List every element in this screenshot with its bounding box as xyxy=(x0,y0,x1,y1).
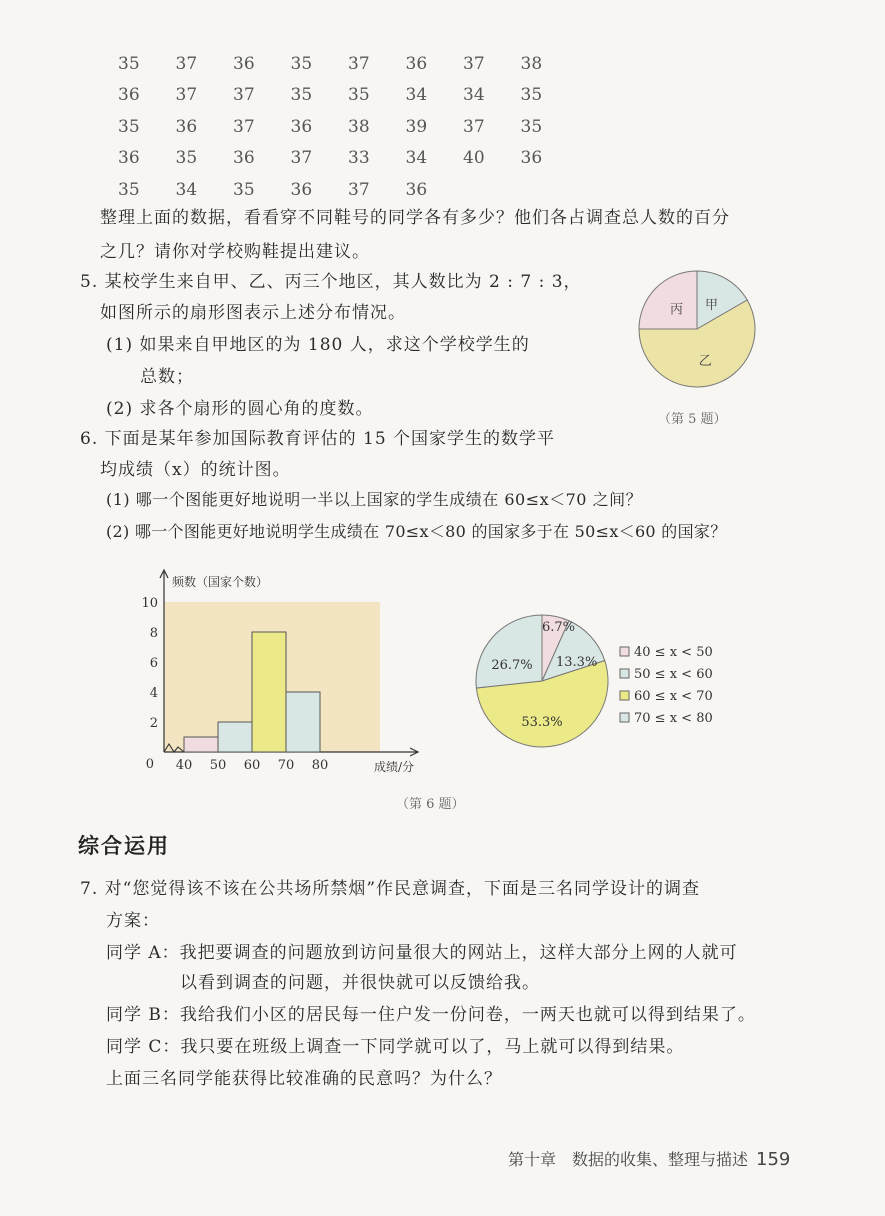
shoe-size-cell: 33 xyxy=(348,148,370,169)
page-footer xyxy=(508,1147,790,1170)
shoe-size-cell: 37 xyxy=(175,53,198,74)
x-tick-label: 80 xyxy=(311,758,329,773)
legend-swatch xyxy=(620,669,629,678)
y-axis-label: 频数（国家个数） xyxy=(172,575,269,589)
pie6-percent-label: 13.3% xyxy=(556,655,598,670)
shoe-size-cell: 35 xyxy=(348,85,370,106)
pie6-percent-label: 26.7% xyxy=(491,658,533,673)
shoe-row xyxy=(118,111,588,143)
shoe-row xyxy=(118,143,588,175)
shoe-size-cell: 36 xyxy=(118,148,140,169)
x-tick-label: 40 xyxy=(175,758,193,773)
shoe-size-cell: 35 xyxy=(290,53,313,74)
shoe-size-cell: 35 xyxy=(175,148,198,169)
y-tick-label: 4 xyxy=(149,686,158,701)
q6-histogram xyxy=(138,566,438,782)
shoe-size-cell: 36 xyxy=(233,148,255,169)
shoe-size-cell: 36 xyxy=(405,53,428,74)
shoe-size-cell: 37 xyxy=(233,116,255,137)
legend-label: 70 ≤ x < 80 xyxy=(634,711,713,726)
shoe-size-cell: 35 xyxy=(118,179,140,200)
shoe-size-cell: 37 xyxy=(348,179,370,200)
x-tick-label: 50 xyxy=(209,758,227,773)
shoe-size-cell: 35 xyxy=(520,85,543,106)
legend-label: 60 ≤ x < 70 xyxy=(634,689,713,704)
pie6-slice xyxy=(476,615,542,688)
shoe-size-cell: 36 xyxy=(118,85,140,106)
x-tick-label: 70 xyxy=(277,758,295,773)
q7-line2: 方案： xyxy=(106,911,160,931)
q7-line1: 7. 对“您觉得该不该在公共场所禁烟”作民意调查，下面是三名同学设计的调查 xyxy=(80,879,701,899)
section-title: 综合运用 xyxy=(78,834,170,858)
q6-pie-chart xyxy=(470,606,730,766)
q6-line1: 6. 下面是某年参加国际教育评估的 15 个国家学生的数学平 xyxy=(80,429,556,449)
q7-student-a-1: 同学 A：我把要调查的问题放到访问量很大的网站上，这样大部分上网的人就可 xyxy=(106,943,738,963)
histogram-bar xyxy=(252,632,286,752)
y-tick-label: 6 xyxy=(149,656,158,671)
shoe-size-cell: 35 xyxy=(233,179,255,200)
y-tick-label: 8 xyxy=(149,626,158,641)
pie5-slice xyxy=(639,271,697,329)
q6-sub2: (2) 哪一个图能更好地说明学生成绩在 70≤x＜80 的国家多于在 50≤x＜60 的国家？ xyxy=(106,522,727,541)
q5-line2: 如图所示的扇形图表示上述分布情况。 xyxy=(100,303,406,323)
q4-line2: 之几？请你对学校购鞋提出建议。 xyxy=(100,242,370,262)
pie6-percent-label: 53.3% xyxy=(521,715,563,730)
pie5-label: 乙 xyxy=(698,353,712,369)
q6-sub1: (1) 哪一个图能更好地说明一半以上国家的学生成绩在 60≤x＜70 之间？ xyxy=(106,490,643,509)
shoe-size-cell: 35 xyxy=(118,116,140,137)
shoe-size-cell: 35 xyxy=(290,85,313,106)
shoe-size-cell: 37 xyxy=(290,148,313,169)
shoe-size-cell: 36 xyxy=(290,179,313,200)
shoe-size-cell: 36 xyxy=(233,53,255,74)
q5-caption: （第 5 题） xyxy=(658,412,727,427)
legend-swatch xyxy=(620,647,629,656)
shoe-size-cell: 36 xyxy=(175,116,198,137)
shoe-size-cell: 38 xyxy=(520,53,543,74)
shoe-size-cell: 38 xyxy=(348,116,370,137)
shoe-size-cell: 34 xyxy=(463,85,485,106)
legend-label: 50 ≤ x < 60 xyxy=(634,667,713,682)
histogram-bar xyxy=(184,737,218,752)
shoe-size-cell: 37 xyxy=(348,53,370,74)
shoe-size-cell: 35 xyxy=(520,116,543,137)
y-tick-label: 2 xyxy=(149,716,158,731)
q6-line2: 均成绩（x）的统计图。 xyxy=(100,460,291,480)
pie6-percent-label: 6.7% xyxy=(542,620,576,635)
pie5-label: 甲 xyxy=(704,297,719,313)
q5-sub1b: 总数； xyxy=(140,367,194,387)
histogram-bar xyxy=(286,692,320,752)
q5-line1: 5. 某校学生来自甲、乙、丙三个地区，其人数比为 2 : 7 : 3， xyxy=(80,272,582,292)
q6-caption: （第 6 题） xyxy=(396,797,465,812)
x-tick-label: 60 xyxy=(243,758,261,773)
chapter-title: 第十章 数据的收集、整理与描述 xyxy=(508,1150,749,1169)
q7-student-c: 同学 C：我只要在班级上调查一下同学就可以了，马上就可以得到结果。 xyxy=(106,1037,685,1057)
q5-pie-chart xyxy=(632,266,762,396)
shoe-size-cell: 37 xyxy=(233,85,255,106)
shoe-size-cell: 36 xyxy=(520,148,543,169)
shoe-size-cell: 37 xyxy=(463,116,485,137)
q7-student-a-2: 以看到调查的问题，并很快就可以反馈给我。 xyxy=(180,973,540,993)
y-tick-label: 0 xyxy=(145,757,154,772)
shoe-size-table xyxy=(118,48,588,206)
q7-question: 上面三名同学能获得比较准确的民意吗？为什么？ xyxy=(106,1069,502,1089)
shoe-size-cell: 40 xyxy=(463,148,485,169)
shoe-size-cell: 34 xyxy=(405,148,428,169)
shoe-size-cell: 37 xyxy=(175,85,198,106)
shoe-size-cell: 36 xyxy=(290,116,313,137)
page-number: 159 xyxy=(756,1149,791,1170)
shoe-row xyxy=(118,80,588,112)
histogram-bar xyxy=(218,722,252,752)
q5-sub2: (2) 求各个扇形的圆心角的度数。 xyxy=(106,399,374,419)
q4-line1: 整理上面的数据，看看穿不同鞋号的同学各有多少？他们各占调查总人数的百分 xyxy=(100,208,730,228)
shoe-size-cell: 37 xyxy=(463,53,485,74)
legend-swatch xyxy=(620,713,629,722)
shoe-size-cell: 34 xyxy=(175,179,198,200)
shoe-size-cell: 39 xyxy=(405,116,428,137)
shoe-row xyxy=(118,48,588,80)
pie5-label: 丙 xyxy=(669,302,684,318)
shoe-size-cell: 35 xyxy=(118,53,140,74)
legend-swatch xyxy=(620,691,629,700)
y-tick-label: 10 xyxy=(141,596,158,611)
q7-student-b: 同学 B：我给我们小区的居民每一住户发一份问卷，一两天也就可以得到结果了。 xyxy=(106,1005,756,1025)
legend-label: 40 ≤ x < 50 xyxy=(634,645,713,660)
shoe-size-cell: 36 xyxy=(405,179,428,200)
shoe-row xyxy=(118,174,588,206)
shoe-size-cell: 34 xyxy=(405,85,428,106)
q5-sub1a: (1) 如果来自甲地区的为 180 人，求这个学校学生的 xyxy=(106,335,530,355)
x-axis-label: 成绩/分 xyxy=(374,760,415,774)
